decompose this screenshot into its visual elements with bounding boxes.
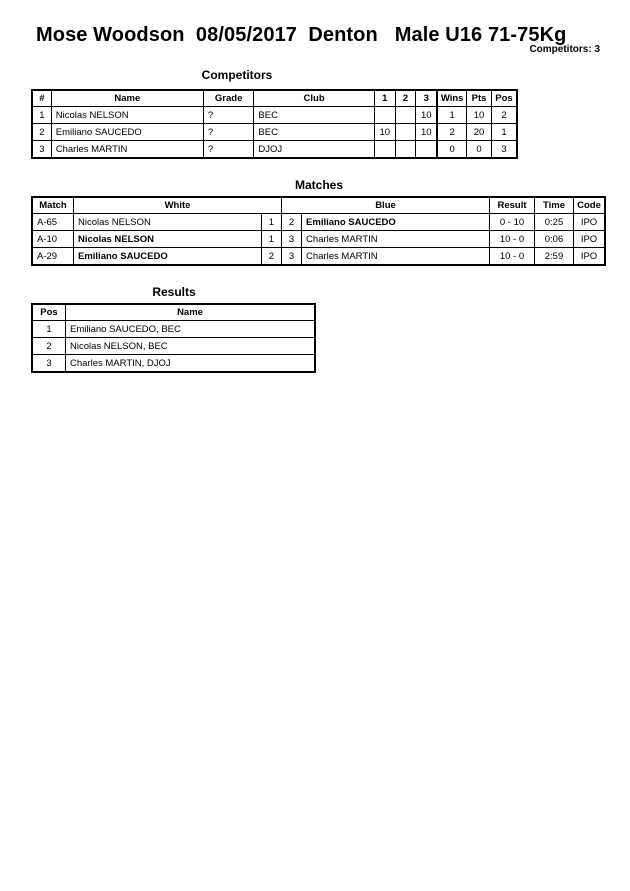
competitor-score-2 <box>395 141 416 159</box>
competitors-header-row <box>32 90 517 107</box>
col-white: White <box>74 197 282 214</box>
match-code: IPO <box>574 248 606 266</box>
competitors-title: Competitors <box>201 68 273 82</box>
match-white-name: Emiliano SAUCEDO <box>74 248 262 266</box>
competitor-row <box>32 141 517 159</box>
competitor-num: 3 <box>32 141 51 159</box>
competitor-score-3 <box>416 141 437 159</box>
competitor-row <box>32 124 517 141</box>
matches-title: Matches <box>294 178 344 192</box>
col-grade: Grade <box>203 90 253 107</box>
competitors-table <box>31 89 518 159</box>
match-result: 10 - 0 <box>490 231 535 248</box>
competitor-wins: 1 <box>437 107 466 124</box>
competitor-pos: 3 <box>491 141 517 159</box>
matches-table <box>31 196 606 266</box>
competitor-club: BEC <box>254 107 374 124</box>
col-pos: Pos <box>32 304 66 321</box>
result-pos: 3 <box>32 355 66 373</box>
result-row <box>32 321 315 338</box>
match-white-num: 1 <box>261 231 281 248</box>
match-white-num: 2 <box>261 248 281 266</box>
competitor-grade: ? <box>203 107 253 124</box>
match-blue-name: Charles MARTIN <box>302 248 490 266</box>
col-time: Time <box>535 197 574 214</box>
competitor-num: 2 <box>32 124 51 141</box>
col-blue: Blue <box>281 197 489 214</box>
result-row <box>32 355 315 373</box>
col-name: Name <box>66 304 316 321</box>
results-header-row <box>32 304 315 321</box>
competitor-score-3: 10 <box>416 107 437 124</box>
match-row <box>32 248 605 266</box>
col-pos: Pos <box>491 90 517 107</box>
result-name: Nicolas NELSON, BEC <box>66 338 316 355</box>
match-result: 10 - 0 <box>490 248 535 266</box>
col-club: Club <box>254 90 374 107</box>
col-wins: Wins <box>437 90 466 107</box>
competitor-score-2 <box>395 107 416 124</box>
match-row <box>32 214 605 231</box>
matches-header-row <box>32 197 605 214</box>
col-name: Name <box>51 90 203 107</box>
competitor-num: 1 <box>32 107 51 124</box>
competitor-club: DJOJ <box>254 141 374 159</box>
competitor-pos: 1 <box>491 124 517 141</box>
competitor-score-3: 10 <box>416 124 437 141</box>
results-table <box>31 303 316 373</box>
result-pos: 1 <box>32 321 66 338</box>
competitor-score-1 <box>374 107 395 124</box>
result-row <box>32 338 315 355</box>
competitor-wins: 2 <box>437 124 466 141</box>
result-name: Emiliano SAUCEDO, BEC <box>66 321 316 338</box>
competitor-score-1: 10 <box>374 124 395 141</box>
match-row <box>32 231 605 248</box>
competitor-wins: 0 <box>437 141 466 159</box>
match-time: 0:25 <box>535 214 574 231</box>
competitors-count: Competitors: 3 <box>529 44 600 55</box>
match-blue-num: 2 <box>281 214 301 231</box>
match-id: A-65 <box>32 214 74 231</box>
match-code: IPO <box>574 214 606 231</box>
competitor-grade: ? <box>203 124 253 141</box>
page-title: Mose Woodson 08/05/2017 Denton Male U16 71-75Kg <box>36 24 567 46</box>
competitor-pos: 2 <box>491 107 517 124</box>
match-white-name: Nicolas NELSON <box>74 231 262 248</box>
match-result: 0 - 10 <box>490 214 535 231</box>
competitor-pts: 10 <box>467 107 492 124</box>
results-title: Results <box>152 285 196 299</box>
match-time: 2:59 <box>535 248 574 266</box>
competitor-pts: 0 <box>467 141 492 159</box>
competitor-name: Nicolas NELSON <box>51 107 203 124</box>
match-white-name: Nicolas NELSON <box>74 214 262 231</box>
match-id: A-10 <box>32 231 74 248</box>
result-pos: 2 <box>32 338 66 355</box>
col-match: Match <box>32 197 74 214</box>
match-time: 0:06 <box>535 231 574 248</box>
competitor-name: Charles MARTIN <box>51 141 203 159</box>
match-code: IPO <box>574 231 606 248</box>
col-num: # <box>32 90 51 107</box>
col-result: Result <box>490 197 535 214</box>
competitor-score-1 <box>374 141 395 159</box>
competitor-row <box>32 107 517 124</box>
match-blue-name: Emiliano SAUCEDO <box>302 214 490 231</box>
match-white-num: 1 <box>261 214 281 231</box>
competitor-grade: ? <box>203 141 253 159</box>
competitor-name: Emiliano SAUCEDO <box>51 124 203 141</box>
col-code: Code <box>574 197 606 214</box>
col-pts: Pts <box>467 90 492 107</box>
competitor-pts: 20 <box>467 124 492 141</box>
col-s1: 1 <box>374 90 395 107</box>
match-blue-name: Charles MARTIN <box>302 231 490 248</box>
match-id: A-29 <box>32 248 74 266</box>
col-s3: 3 <box>416 90 437 107</box>
col-s2: 2 <box>395 90 416 107</box>
result-name: Charles MARTIN, DJOJ <box>66 355 316 373</box>
match-blue-num: 3 <box>281 248 301 266</box>
competitor-club: BEC <box>254 124 374 141</box>
competitor-score-2 <box>395 124 416 141</box>
match-blue-num: 3 <box>281 231 301 248</box>
